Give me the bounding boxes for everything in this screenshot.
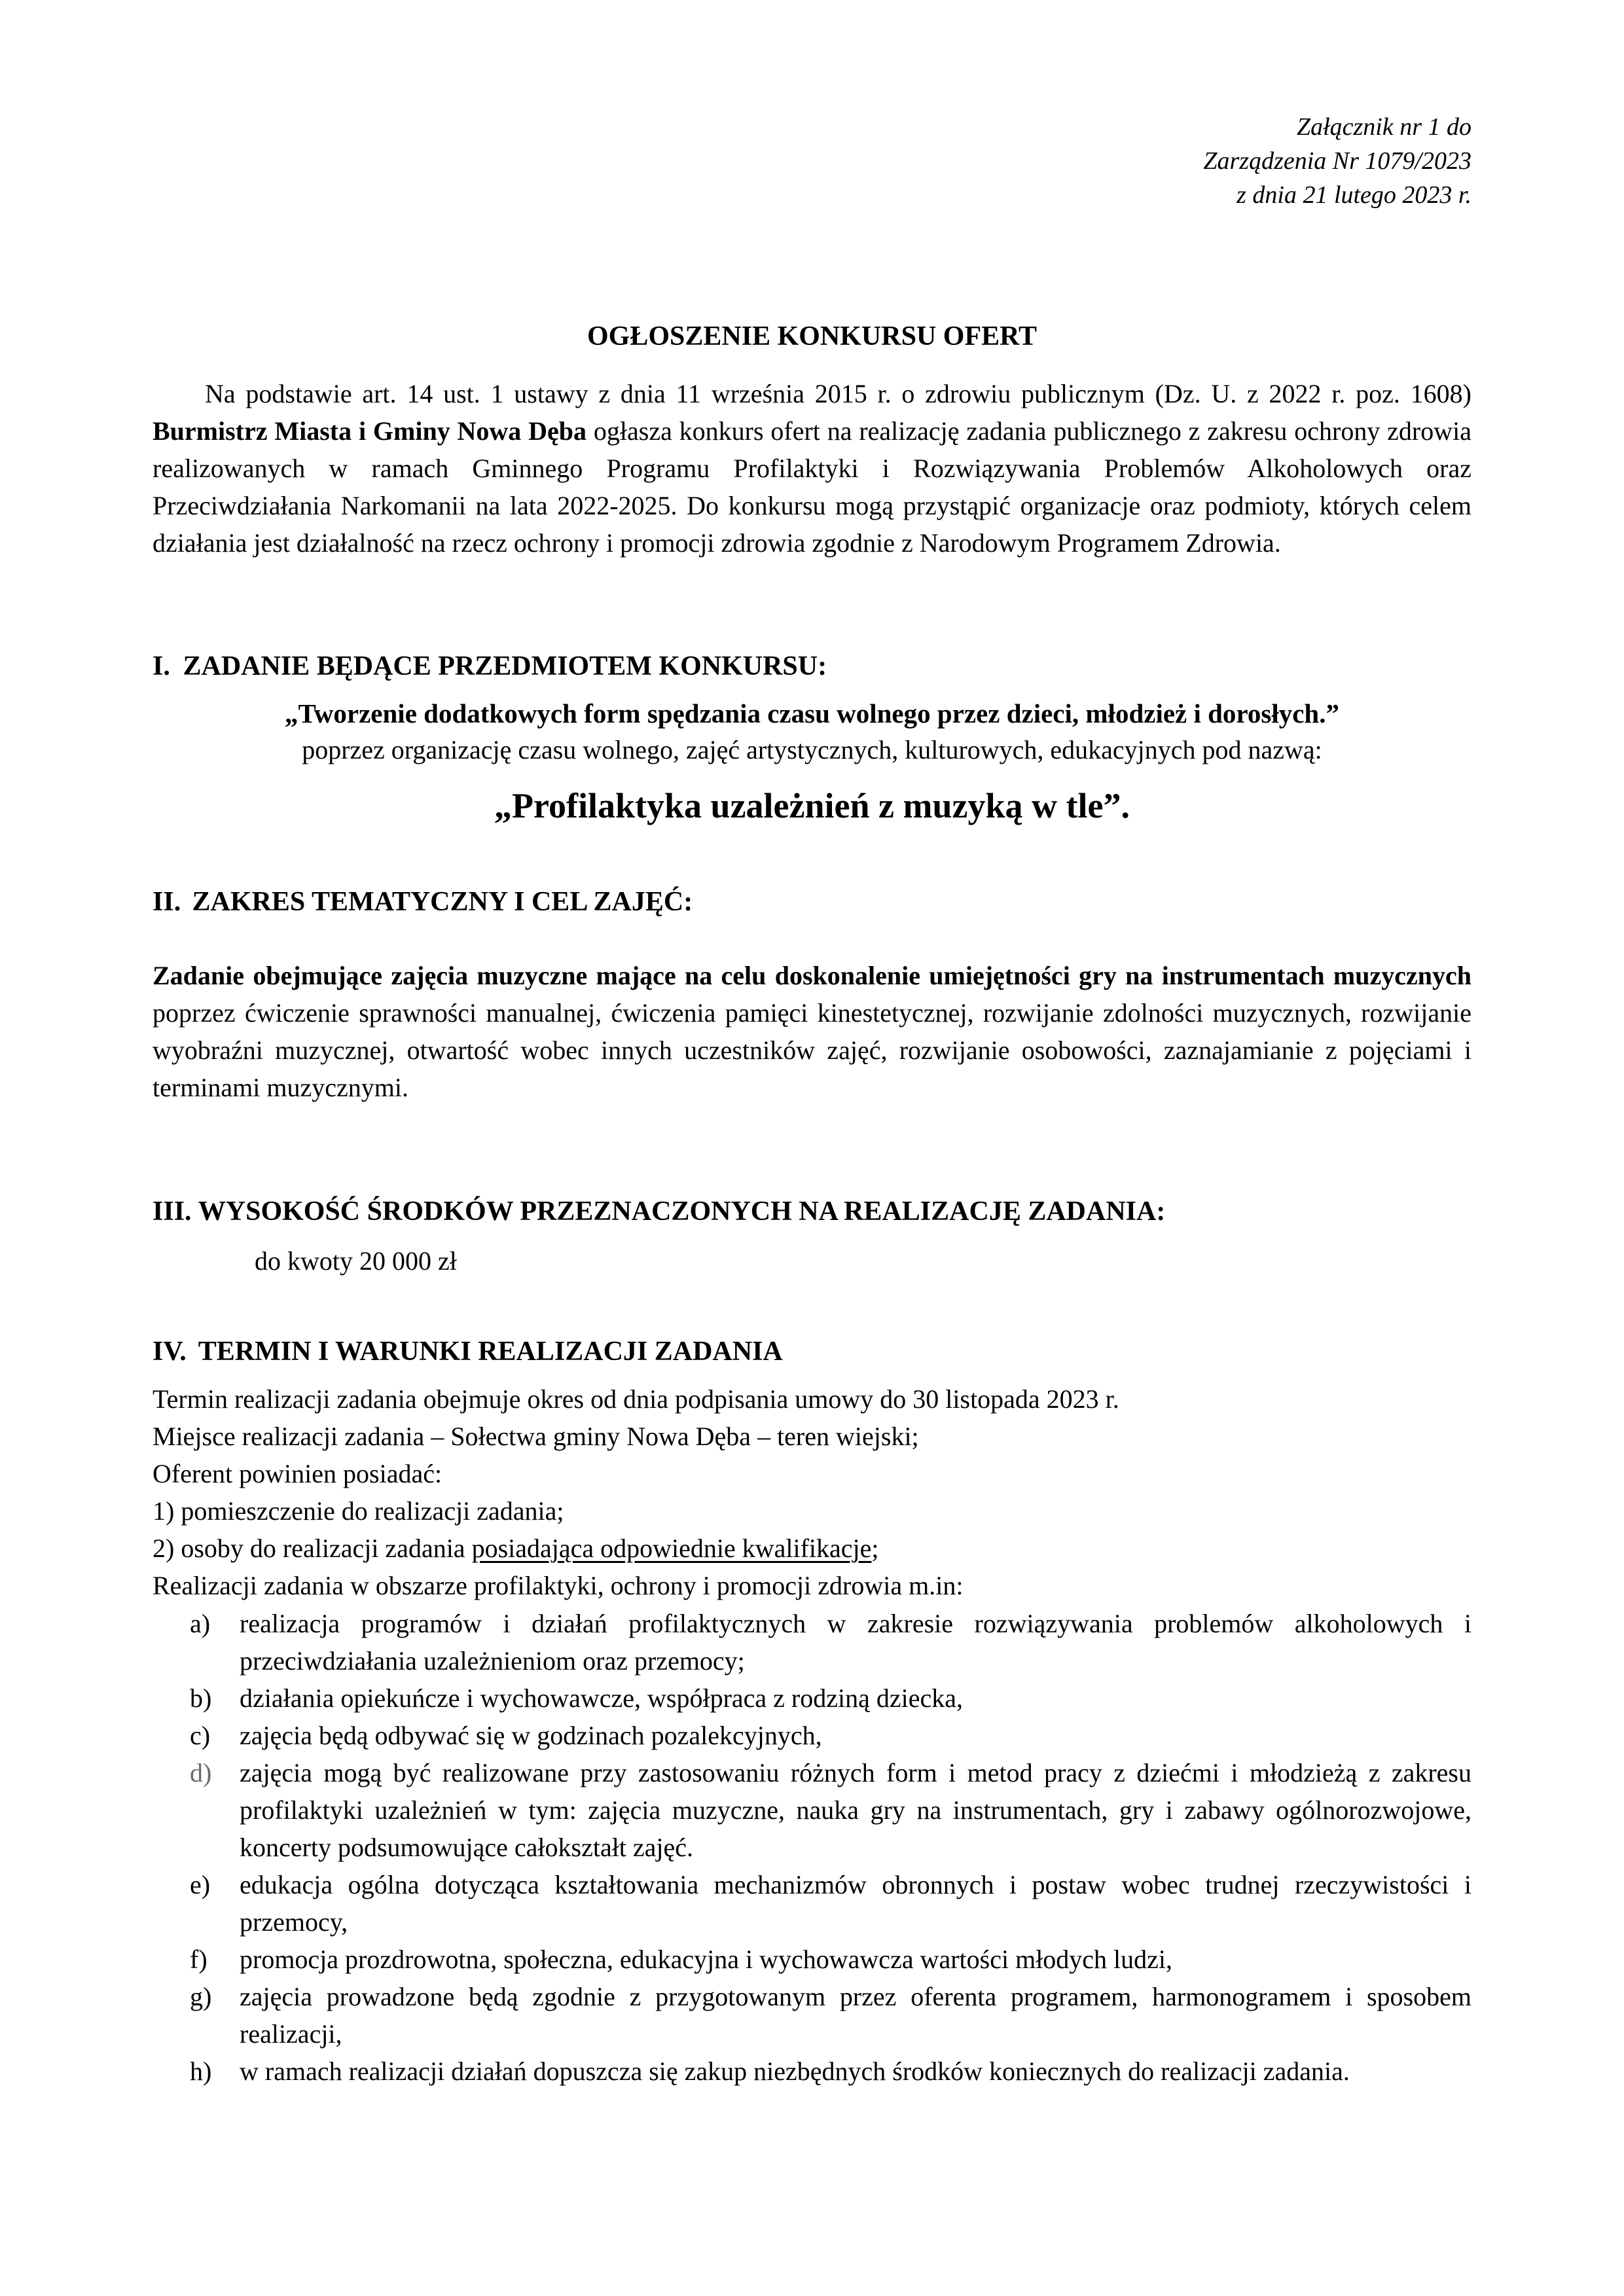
place-line: Miejsce realizacji zadania – Sołectwa gminy Nowa Dęba – teren wiejski;	[153, 1422, 919, 1451]
list-item-text: promocja prozdrowotna, społeczna, edukacyjna i wychowawcza wartości młodych ludzi,	[240, 1945, 1173, 1974]
scope-bold-text: Zadanie obejmujące zajęcia muzyczne mające na celu doskonalenie umiejętności gry na instrumentach muzycznych	[153, 961, 1471, 990]
list-item	[190, 1978, 1471, 2053]
requirements-intro: Oferent powinien posiadać:	[153, 1459, 442, 1488]
list-marker: d)	[190, 1758, 212, 1787]
list-item-text: zajęcia prowadzone będą zgodnie z przygotowanym przez oferenta programem, harmonogramem i sposobem realizacji,	[240, 1982, 1471, 2049]
activities-list	[190, 1605, 1471, 2090]
list-item-text: zajęcia mogą być realizowane przy zastosowaniu różnych form i metod pracy z dziećmi i młodzieżą z zakresu profilaktyki uzależnień w tym: zajęcia muzyczne, nauka gry na instrumentach, gry i zabawy ogólnorozwojowe, koncerty podsumowujące całokształt zajęć.	[240, 1758, 1471, 1862]
list-item	[190, 1717, 1471, 1754]
list-marker: c)	[190, 1721, 211, 1750]
section-heading-1	[153, 648, 827, 685]
task-title: „Tworzenie dodatkowych form spędzania czasu wolnego przez dzieci, młodzież i dorosłych.”	[285, 698, 1339, 728]
intro-text: Na podstawie art. 14 ust. 1 ustawy z dnia 11 września 2015 r. o zdrowiu publicznym (Dz. U. z 2022 r. poz. 1608)	[205, 379, 1471, 408]
document-title: OGŁOSZENIE KONKURSU OFERT	[587, 321, 1037, 351]
term-line: Termin realizacji zadania obejmuje okres od dnia podpisania umowy do 30 listopada 2023 r.	[153, 1384, 1119, 1414]
attachment-note-line: Zarządzenia Nr 1079/2023	[1203, 147, 1471, 175]
list-item-text: w ramach realizacji działań dopuszcza się zakup niezbędnych środków koniecznych do realizacji zadania.	[240, 2056, 1350, 2086]
attachment-note-line: Załącznik nr 1 do	[1296, 113, 1471, 141]
list-marker: a)	[190, 1609, 211, 1638]
section-heading-text: TERMIN I WARUNKI REALIZACJI ZADANIA	[198, 1336, 783, 1367]
intro-text: ogłasza konkurs ofert na realizację zadania publicznego z zakresu ochrony zdrowia realizowanych w ramach Gminnego Programu Profilaktyki i Rozwiązywania Problemów Alkoholowych oraz Przeciwdziałania Narkomanii na lata 2022-2025. Do konkursu mogą przystąpić organizacje oraz podmioty, których celem działania jest działalność na rzecz ochrony i promocji zdrowia zgodnie z Narodowym Programem Zdrowia.	[153, 416, 1472, 558]
requirement-1: 1) pomieszczenie do realizacji zadania;	[153, 1496, 564, 1526]
list-marker: h)	[190, 2056, 212, 2086]
list-item	[190, 1754, 1471, 1866]
attachment-note-line: z dnia 21 lutego 2023 r.	[1236, 181, 1471, 209]
list-marker: e)	[190, 1870, 211, 1899]
section-heading-3	[153, 1193, 1165, 1230]
scope-intro-line: Realizacji zadania w obszarze profilaktyki, ochrony i promocji zdrowia m.in:	[153, 1571, 964, 1600]
requirement-2-underlined: posiadająca odpowiednie kwalifikacje	[471, 1534, 872, 1563]
section-number: II.	[153, 887, 181, 917]
requirement-2	[153, 1530, 1471, 1567]
attachment-note	[1203, 110, 1471, 212]
list-item-text: edukacja ogólna dotycząca kształtowania mechanizmów obronnych i postaw wobec trudnej rzeczywistości i przemocy,	[240, 1870, 1471, 1937]
list-item	[190, 2053, 1471, 2090]
section-heading-text: WYSOKOŚĆ ŚRODKÓW PRZEZNACZONYCH NA REALIZACJĘ ZADANIA:	[198, 1196, 1166, 1227]
list-marker: b)	[190, 1683, 212, 1713]
requirement-2-suffix: ;	[871, 1534, 879, 1563]
list-marker: g)	[190, 1982, 212, 2011]
section-heading-text: ZADANIE BĘDĄCE PRZEDMIOTEM KONKURSU:	[183, 651, 827, 681]
section-number: IV.	[153, 1336, 187, 1367]
list-item-text: realizacja programów i działań profilaktycznych w zakresie rozwiązywania problemów alkoholowych i przeciwdziałania uzależnieniom oraz przemocy;	[240, 1609, 1471, 1676]
intro-authority: Burmistrz Miasta i Gminy Nowa Dęba	[153, 416, 587, 446]
requirement-2-text: 2) osoby do realizacji zadania	[153, 1534, 472, 1563]
list-marker: f)	[190, 1945, 208, 1974]
list-item	[190, 1941, 1471, 1978]
section-heading-text: ZAKRES TEMATYCZNY I CEL ZAJĘĆ:	[192, 887, 693, 917]
list-item-text: zajęcia będą odbywać się w godzinach pozalekcyjnych,	[240, 1721, 822, 1750]
list-item	[190, 1866, 1471, 1941]
list-item	[190, 1605, 1471, 1679]
task-subtitle: poprzez organizację czasu wolnego, zajęć artystycznych, kulturowych, edukacyjnych pod nazwą:	[302, 735, 1322, 764]
funding-amount: do kwoty 20 000 zł	[255, 1246, 457, 1276]
scope-paragraph	[153, 957, 1471, 1106]
section-heading-4	[153, 1333, 783, 1371]
section-number: I.	[153, 651, 170, 681]
list-item	[190, 1679, 1471, 1717]
section-heading-2	[153, 884, 693, 921]
list-item-text: działania opiekuńcze i wychowawcze, współpraca z rodziną dziecka,	[240, 1683, 963, 1713]
conditions-block	[153, 1380, 1471, 1604]
scope-text: poprzez ćwiczenie sprawności manualnej, ćwiczenia pamięci kinestetycznej, rozwijanie zdolności muzycznych, rozwijanie wyobraźni muzycznej, otwartość wobec innych uczestników zajęć, rozwijanie osobowości, zaznajamianie z pojęciami i terminami muzycznymi.	[153, 998, 1471, 1102]
section-number: III.	[153, 1196, 192, 1227]
intro-paragraph	[153, 375, 1471, 562]
program-name: „Profilaktyka uzależnień z muzyką w tle”.	[494, 786, 1130, 825]
